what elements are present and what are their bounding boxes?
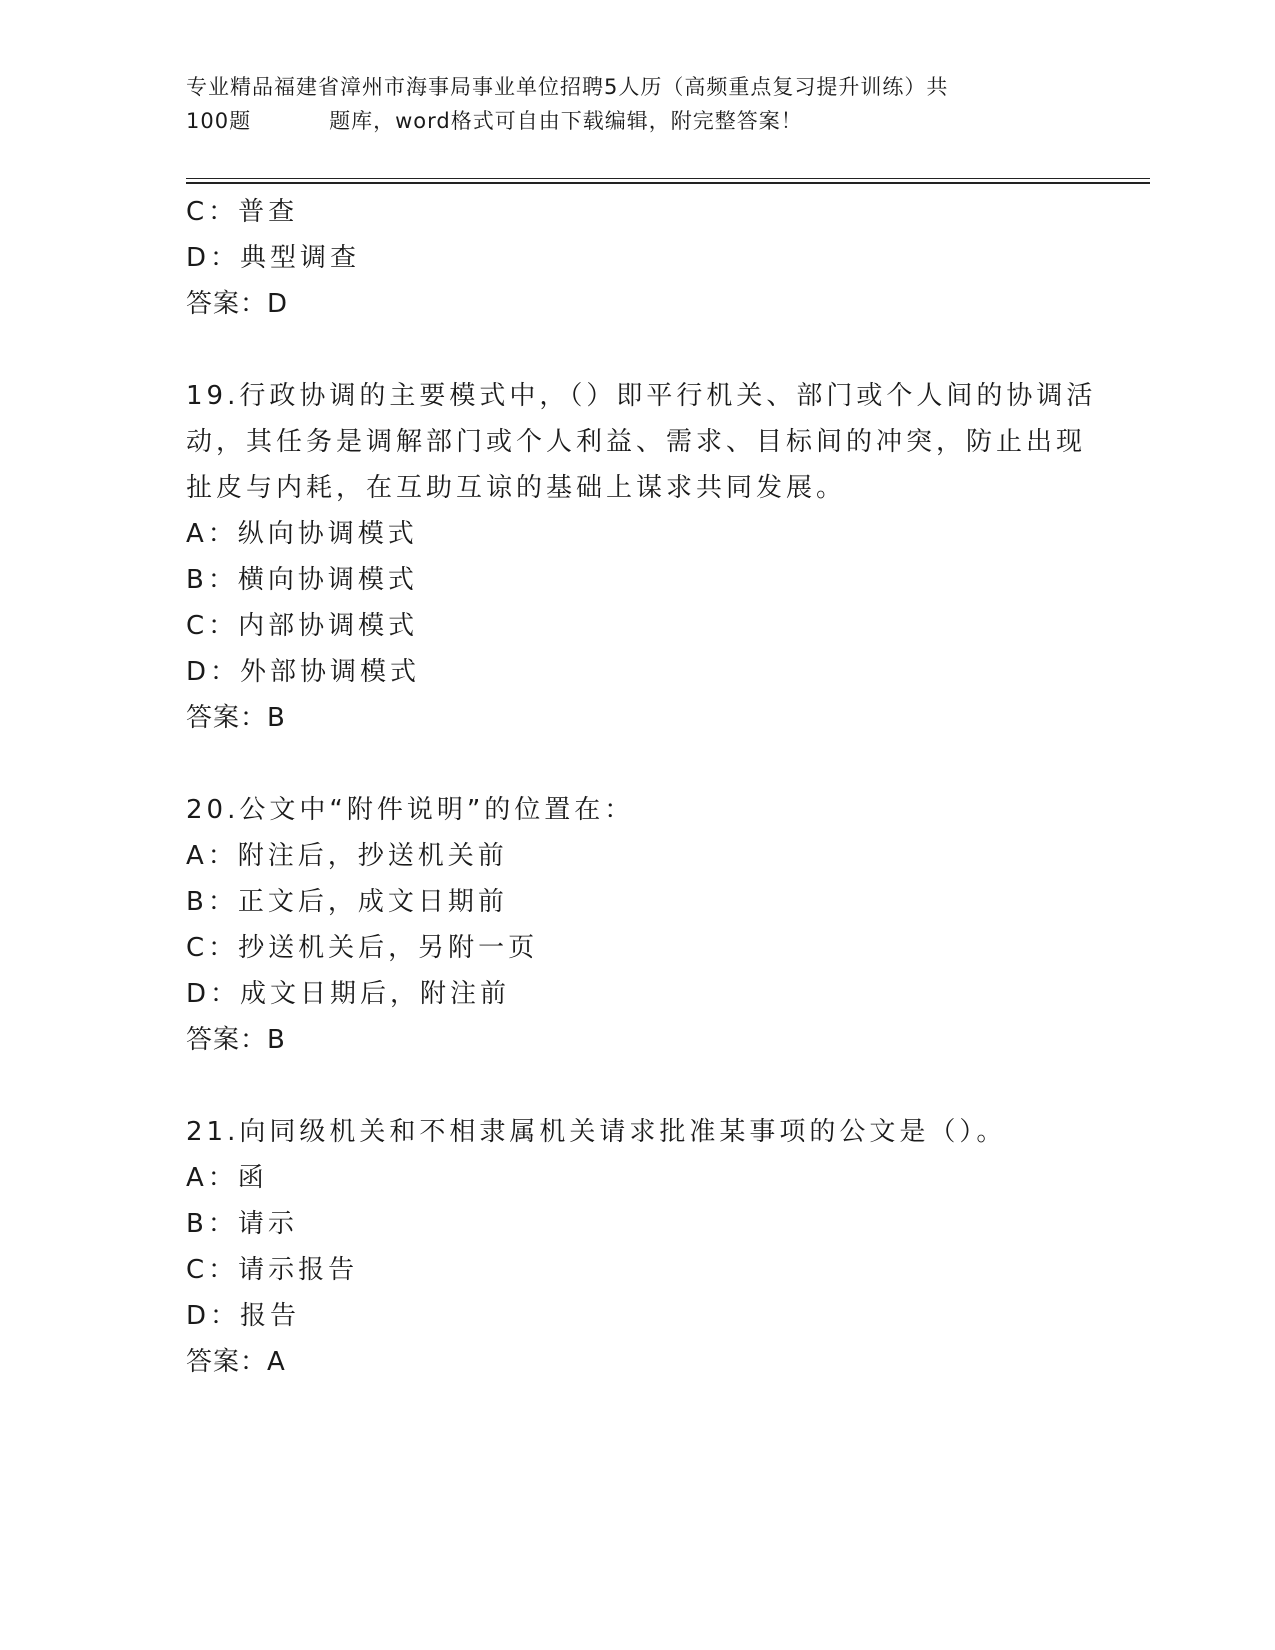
header-divider-thick — [186, 182, 1150, 184]
option-c: C：请示报告 — [186, 1255, 359, 1285]
question-stem-line: 20.公文中“附件说明”的位置在： — [186, 795, 635, 825]
question-19 — [186, 373, 1097, 741]
option-c: C：内部协调模式 — [186, 611, 419, 641]
option-a: A：函 — [186, 1163, 268, 1193]
header-description: 题库，word格式可自由下载编辑，附完整答案！ — [329, 109, 803, 133]
header-title-line-1: 专业精品福建省漳州市海事局事业单位招聘5人历（高频重点复习提升训练）共 — [186, 75, 949, 99]
question-stem-line: 扯皮与内耗，在互助互谅的基础上谋求共同发展。 — [186, 473, 847, 503]
question-stem-line: 动，其任务是调解部门或个人利益、需求、目标间的冲突，防止出现 — [186, 427, 1087, 457]
option-c: C：普查 — [186, 197, 299, 227]
question-stem — [186, 373, 1097, 511]
answer-line: 答案：A — [186, 1347, 286, 1377]
question-20 — [186, 787, 1086, 1063]
header-divider-thin — [186, 178, 1150, 179]
option-a: A：纵向协调模式 — [186, 519, 418, 549]
option-b: B：正文后，成文日期前 — [186, 887, 508, 917]
header-count: 100题 — [186, 109, 252, 133]
option-d: D：外部协调模式 — [186, 657, 421, 687]
answer-line: 答案：D — [186, 289, 289, 319]
option-b: B：请示 — [186, 1209, 298, 1239]
option-c: C：抄送机关后，另附一页 — [186, 933, 539, 963]
answer-line: 答案：B — [186, 1025, 286, 1055]
option-a: A：附注后，抄送机关前 — [186, 841, 508, 871]
option-d: D：典型调查 — [186, 243, 361, 273]
option-b: B：横向协调模式 — [186, 565, 418, 595]
question-list — [186, 189, 1097, 1385]
question-stem — [186, 787, 1086, 833]
option-d: D：成文日期后，附注前 — [186, 979, 511, 1009]
header-title-line-2 — [186, 104, 1066, 138]
answer-line: 答案：B — [186, 703, 286, 733]
previous-question-tail — [186, 189, 1086, 327]
page-header — [186, 70, 1066, 138]
question-stem-line: 19.行政协调的主要模式中，（）即平行机关、部门或个人间的协调活 — [186, 381, 1097, 411]
question-stem — [186, 1109, 1086, 1155]
question-21 — [186, 1109, 1086, 1385]
option-d: D：报告 — [186, 1301, 301, 1331]
question-stem-line: 21.向同级机关和不相隶属机关请求批准某事项的公文是（）。 — [186, 1117, 1007, 1147]
